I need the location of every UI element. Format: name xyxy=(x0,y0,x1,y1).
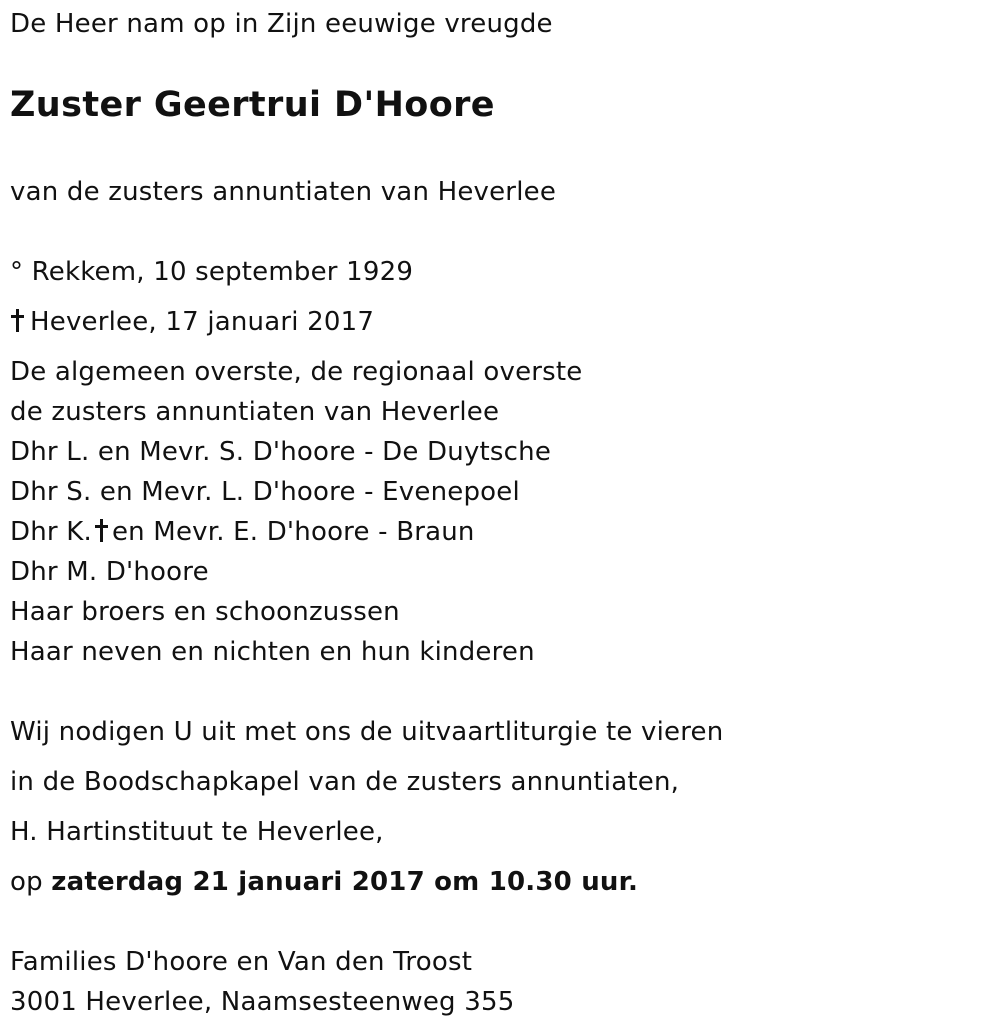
mourner-prefix: Dhr K. xyxy=(10,517,92,547)
invitation-line-3: H. Hartinstituut te Heverlee, xyxy=(10,817,384,847)
cross-icon xyxy=(94,518,108,542)
invitation-line-2: in de Boodschapkapel van de zusters annuntiaten, xyxy=(10,767,680,797)
invitation-line-1: Wij nodigen U uit met ons de uitvaartliturgie te vieren xyxy=(10,717,724,747)
cross-icon xyxy=(10,308,24,332)
congregation-text: van de zusters annuntiaten van Heverlee xyxy=(10,177,557,207)
mourner-line-k-dhoore xyxy=(10,516,475,548)
mourner-line: De algemeen overste, de regionaal overste xyxy=(10,357,583,387)
death-line xyxy=(10,306,374,338)
mourner-line: Dhr L. en Mevr. S. D'hoore - De Duytsche xyxy=(10,437,552,467)
mourner-line: Dhr S. en Mevr. L. D'hoore - Evenepoel xyxy=(10,477,520,507)
mourner-line: Dhr M. D'hoore xyxy=(10,557,209,587)
death-text: Heverlee, 17 januari 2017 xyxy=(30,307,375,337)
invitation-line-4 xyxy=(10,866,638,898)
ceremony-datetime: zaterdag 21 januari 2017 om 10.30 uur. xyxy=(51,867,639,897)
deceased-name: Zuster Geertrui D'Hoore xyxy=(10,85,495,125)
invitation-prefix: op xyxy=(10,867,43,897)
families-text: Families D'hoore en Van den Troost xyxy=(10,947,473,977)
mourner-line: de zusters annuntiaten van Heverlee xyxy=(10,397,500,427)
mourner-line: Haar broers en schoonzussen xyxy=(10,597,400,627)
mourner-suffix: en Mevr. E. D'hoore - Braun xyxy=(111,517,475,547)
mourner-line: Haar neven en nichten en hun kinderen xyxy=(10,637,535,667)
address-text: 3001 Heverlee, Naamsesteenweg 355 xyxy=(10,987,515,1017)
birth-line: ° Rekkem, 10 september 1929 xyxy=(10,257,414,287)
intro-text: De Heer nam op in Zijn eeuwige vreugde xyxy=(10,9,553,39)
